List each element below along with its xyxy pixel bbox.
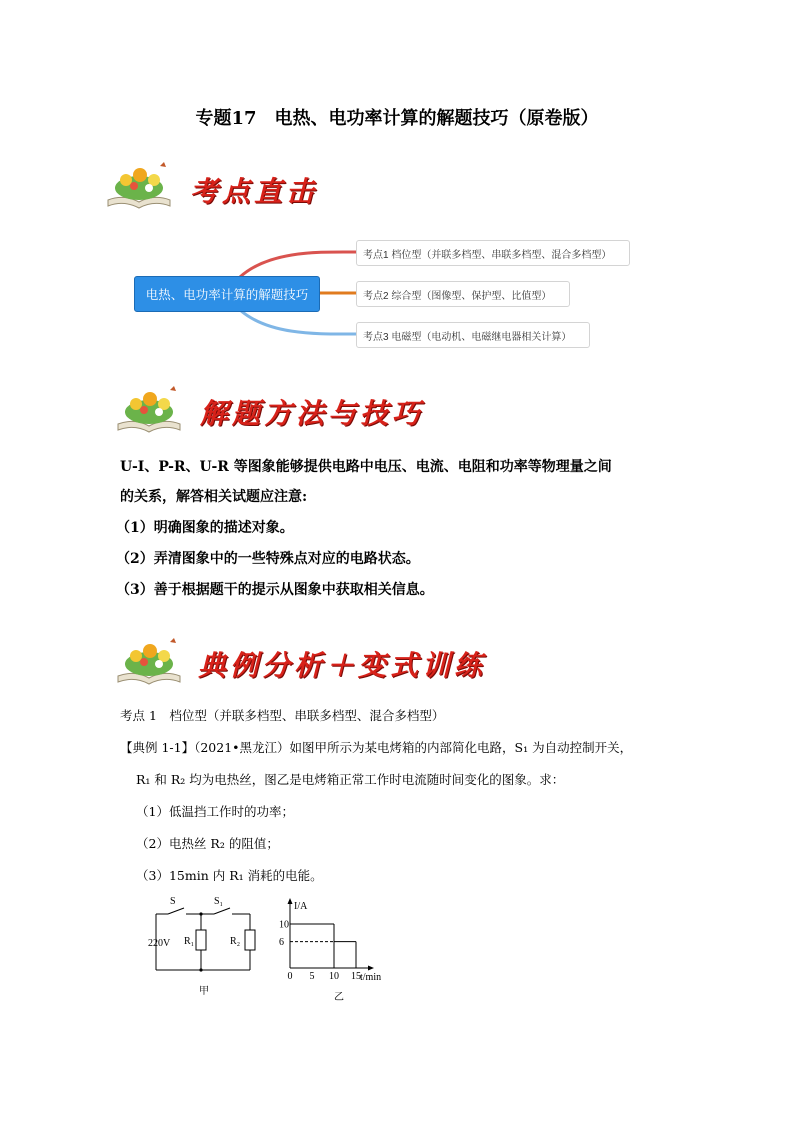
mindmap-root: 电热、电功率计算的解题技巧 bbox=[134, 276, 320, 312]
switch-s1-label: S₁ bbox=[214, 896, 224, 907]
mindmap-leaf-3-label: 考点3 电磁型（电动机、电磁继电器相关计算） bbox=[363, 331, 572, 343]
book-flower-icon bbox=[114, 382, 184, 437]
graph-caption: 乙 bbox=[334, 992, 344, 1003]
x-axis-arrow bbox=[368, 966, 374, 971]
mindmap-leaf-1 bbox=[356, 240, 630, 266]
switch-s-label: S bbox=[170, 896, 176, 907]
circuit-diagram bbox=[148, 896, 268, 1006]
example-question-1: （1）低温挡工作时的功率； bbox=[136, 804, 294, 819]
mindmap-leaf-3 bbox=[356, 322, 590, 348]
voltage-label: 220V bbox=[148, 938, 171, 949]
y-tick-label: 6 bbox=[279, 937, 284, 949]
x-tick-label: 15 bbox=[351, 971, 361, 982]
mindmap-leaf-1-label: 考点1 档位型（并联多档型、串联多档型、混合多档型） bbox=[363, 249, 612, 261]
resistor-r2 bbox=[245, 930, 255, 950]
x-tick-label: 0 bbox=[287, 971, 293, 982]
example-heading: 考点 1 档位型（并联多档型、串联多档型、混合多档型） bbox=[120, 708, 445, 723]
example-line2: R₁ 和 R₂ 均为电热丝，图乙是电烤箱正常工作时电流随时间变化的图象。求： bbox=[136, 772, 565, 787]
method-intro-line1: U-I、P-R、U-R 等图象能够提供电路中电压、电流、电阻和功率等物理量之间 bbox=[120, 459, 612, 475]
mindmap-leaf-2-label: 考点2 综合型（图像型、保护型、比值型） bbox=[363, 290, 552, 302]
section-banner-1 bbox=[104, 158, 404, 218]
method-point-2: （2）弄清图象中的一些特殊点对应的电路状态。 bbox=[116, 551, 420, 567]
section-banner-2 bbox=[114, 382, 474, 442]
book-flower-icon bbox=[114, 634, 184, 689]
example-question-2: （2）电热丝 R₂ 的阻值； bbox=[136, 836, 279, 851]
y-axis-label: I/A bbox=[294, 901, 308, 912]
connector-branch-3 bbox=[240, 310, 356, 334]
circuit-caption: 甲 bbox=[199, 986, 209, 997]
example-line1: 【典例 1-1】（2021•黑龙江）如图甲所示为某电烤箱的内部简化电路，S₁ 为自动控制开关， bbox=[120, 740, 633, 755]
example-question-3: （3）15min 内 R₁ 消耗的电能。 bbox=[136, 868, 323, 883]
r1-label: R₁ bbox=[184, 936, 195, 947]
y-tick-label: 10 bbox=[279, 919, 289, 931]
section-title-2: 解题方法与技巧 bbox=[200, 397, 425, 430]
mindmap-leaf-2 bbox=[356, 281, 570, 307]
x-tick-label: 10 bbox=[329, 971, 339, 982]
method-point-3: （3）善于根据题干的提示从图象中获取相关信息。 bbox=[116, 582, 434, 598]
y-axis-arrow bbox=[288, 898, 293, 904]
section-title-3: 典例分析＋变式训练 bbox=[198, 649, 487, 682]
x-axis-label: t/min bbox=[360, 972, 382, 983]
switch-s1-blade bbox=[214, 908, 230, 914]
book-flower-icon bbox=[104, 158, 174, 213]
method-intro-line2: 的关系，解答相关试题应注意: bbox=[120, 489, 308, 505]
current-time-graph bbox=[278, 896, 388, 1006]
r2-label: R₂ bbox=[230, 936, 241, 947]
connector-branch-1 bbox=[240, 252, 356, 277]
x-tick-label: 5 bbox=[309, 971, 315, 982]
method-point-1: （1）明确图象的描述对象。 bbox=[116, 520, 294, 536]
resistor-r1 bbox=[196, 930, 206, 950]
section-title-1: 考点直击 bbox=[190, 175, 319, 208]
section-banner-3 bbox=[114, 634, 494, 694]
switch-s-blade bbox=[168, 908, 184, 914]
page-title: 专题17 电热、电功率计算的解题技巧（原卷版） bbox=[195, 108, 599, 129]
